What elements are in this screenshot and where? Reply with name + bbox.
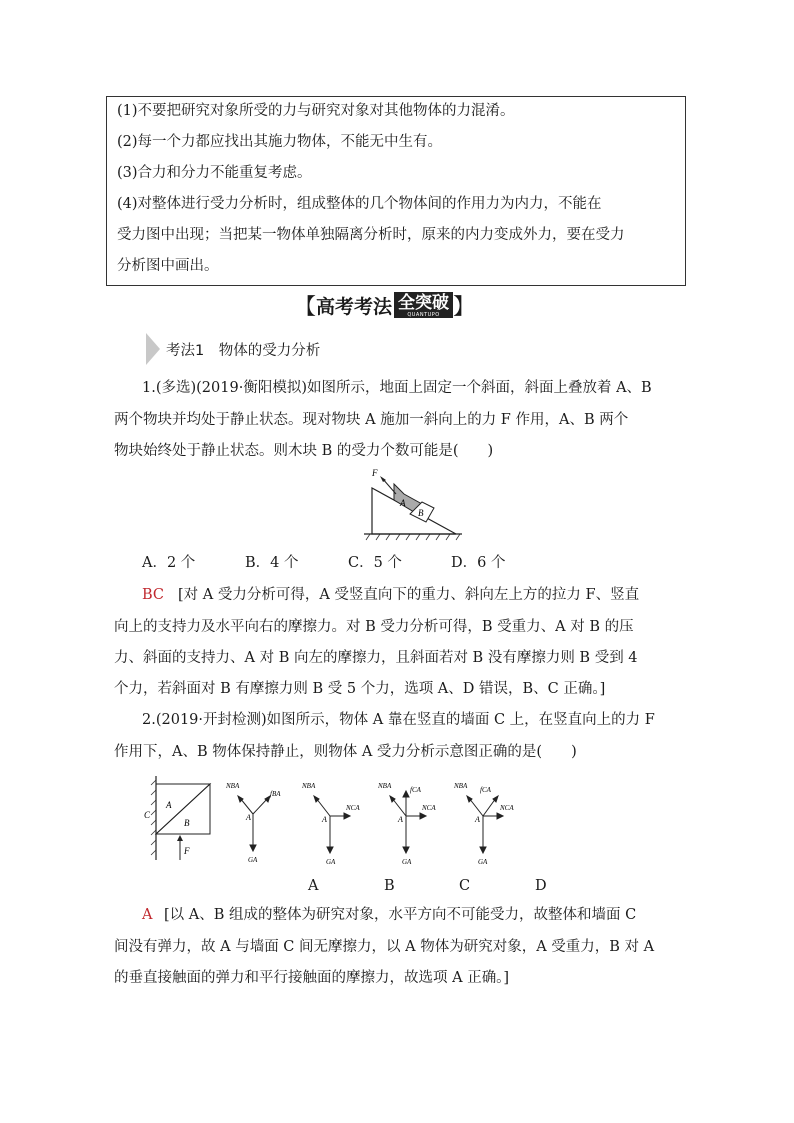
banner-sub: QUANTUPO xyxy=(407,312,440,318)
q2-option-label-b: B xyxy=(384,878,395,894)
opt-d-label-fca: fCA xyxy=(480,786,491,794)
opt-a-label-a: A xyxy=(246,813,251,822)
note-line: (4)对整体进行受力分析时，组成整体的几个物体间的作用力为内力，不能在 xyxy=(117,196,602,212)
note-line: (1)不要把研究对象所受的力与研究对象对其他物体的力混淆。 xyxy=(117,103,515,119)
opt-c-label-nba: NBA xyxy=(378,782,392,790)
topic-heading xyxy=(146,333,320,365)
opt-d-label-a: A xyxy=(475,815,480,824)
q2-option-label-d: D xyxy=(535,878,547,894)
note-line: 受力图中出现；当把某一物体单独隔离分析时，原来的内力变成外力，要在受力 xyxy=(117,227,625,243)
notes-box xyxy=(106,96,686,286)
incline-figure xyxy=(360,468,470,542)
opt-b-label-nca: NCA xyxy=(346,804,360,812)
q1-explain-line: 个力，若斜面对 B 有摩擦力则 B 受 5 个力，选项 A、D 错误，B、C 正确。] xyxy=(114,681,606,697)
q1-answer: BC xyxy=(142,587,165,603)
fig1-label-f: F xyxy=(372,468,378,478)
force-f-arrowhead xyxy=(177,835,183,841)
fig2-label-c: C xyxy=(144,810,151,820)
opt-d-label-nba: NBA xyxy=(454,782,468,790)
opt-c-label-ga: GA xyxy=(402,858,412,866)
note-line: (2)每一个力都应找出其施力物体，不能无中生有。 xyxy=(117,134,443,150)
opt-c-label-a: A xyxy=(398,815,403,824)
q2-option-label-a: A xyxy=(308,878,319,894)
opt-b-label-nba: NBA xyxy=(302,782,316,790)
q1-explain-line: [对 A 受力分析可得，A 受竖直向下的重力、斜向左上方的拉力 F、竖直 xyxy=(178,587,640,603)
diagram-option-a xyxy=(238,796,270,851)
q1-explain-line: 向上的支持力及水平向右的摩擦力。对 B 受力分析可得，B 受重力、A 对 B 的压 xyxy=(114,619,634,635)
q1-option-b: B．4 个 xyxy=(245,555,299,571)
diagram-option-d xyxy=(467,796,503,853)
q1-option-d: D．6 个 xyxy=(451,555,506,571)
q2-line: 作用下，A、B 物体保持静止，则物体 A 受力分析示意图正确的是( ) xyxy=(114,744,577,760)
opt-c-label-fca: fCA xyxy=(410,786,421,794)
q1-explain-line: 力、斜面的支持力、A 对 B 向左的摩擦力，且斜面若对 B 没有摩擦力则 B 受到 4 xyxy=(114,650,638,666)
opt-b-label-a: A xyxy=(322,815,327,824)
note-line: (3)合力和分力不能重复考虑。 xyxy=(117,165,312,181)
q1-option-c: C．5 个 xyxy=(348,555,402,571)
banner-highlight xyxy=(394,292,453,318)
q1-line: 1.(多选)(2019·衡阳模拟)如图所示，地面上固定一个斜面，斜面上叠放着 A、B xyxy=(142,380,652,396)
banner-left-bracket: 【 xyxy=(294,294,317,320)
opt-d-label-ga: GA xyxy=(478,858,488,866)
diagram-option-b xyxy=(314,796,350,853)
opt-b-label-ga: GA xyxy=(326,858,336,866)
q2-explain-line: [以 A、B 组成的整体为研究对象，水平方向不可能受力，故整体和墙面 C xyxy=(164,907,637,923)
topic-title: 考法1 物体的受力分析 xyxy=(166,342,321,359)
banner-right-bracket: 】 xyxy=(453,294,476,320)
opt-c-label-nca: NCA xyxy=(422,804,436,812)
opt-a-label-nba: NBA xyxy=(226,782,240,790)
opt-d-label-nca: NCA xyxy=(500,804,514,812)
diagram-option-c xyxy=(390,791,426,853)
q2-option-label-c: C xyxy=(459,878,471,894)
ground-hatch xyxy=(366,534,460,540)
fig2-label-b: B xyxy=(184,818,190,828)
opt-a-label-ga: GA xyxy=(248,856,258,864)
q2-explain-line: 间没有弹力，故 A 与墙面 C 间无摩擦力，以 A 物体为研究对象，A 受重力，B 对 A xyxy=(114,939,655,955)
banner-title: 高考考法 xyxy=(316,295,393,318)
block-b-outline xyxy=(156,784,210,834)
q1-line: 两个物块并均处于静止状态。现对物块 A 施加一斜向上的力 F 作用，A、B 两个 xyxy=(114,412,629,428)
fig2-label-a: A xyxy=(166,800,172,810)
fig1-label-b: B xyxy=(418,508,424,518)
q1-line: 物块始终处于静止状态。则木块 B 的受力个数可能是( ) xyxy=(114,443,494,459)
q1-option-a: A．2 个 xyxy=(142,555,196,571)
q2-explain-line: 的垂直接触面的弹力和平行接触面的摩擦力，故选项 A 正确。] xyxy=(114,970,510,986)
opt-a-label-fba: fBA xyxy=(270,790,281,798)
fig1-label-a: A xyxy=(400,498,406,508)
note-line: 分析图中画出。 xyxy=(117,258,219,274)
fig2-label-f: F xyxy=(184,846,190,856)
banner-highlight-text: 全突破 xyxy=(398,293,450,313)
section-banner xyxy=(294,290,475,320)
triangle-icon xyxy=(146,333,160,365)
q2-answer: A xyxy=(142,907,153,923)
q2-figure xyxy=(140,772,540,872)
q2-line: 2.(2019·开封检测)如图所示，物体 A 靠在竖直的墙面 C 上，在竖直向上的力 F xyxy=(142,712,655,728)
wall-hatch xyxy=(151,780,156,855)
